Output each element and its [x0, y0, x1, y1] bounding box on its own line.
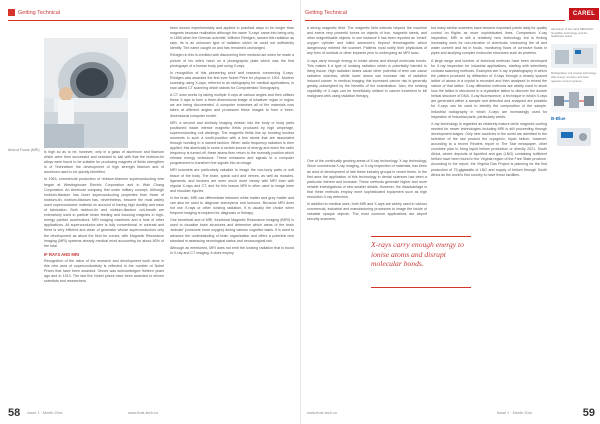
sub-heading: IF RAYS AND MRI: [44, 251, 80, 257]
page-number: 58: [8, 407, 21, 419]
paragraph: X-rays carry enough energy to ionise atoms and disrupt molecular bonds. This makes it a type of ionising radiation which is potentially harmful to living tissue. High radiation doses cause other potential of term can cause radiation sickness, whilst lower doses can increase risk of radiation induced cancer. In medical imaging this increased cancer risk is generally greatly outweighed by the benefits of the examination. Also, the ionising capability of X-rays can be beneficially utilised in cancer treatment to kill malignant cells using radiation therapy.: [307, 58, 427, 99]
paragraph: In the brain, MRI can differentiate between white matter and grey matter and can also be used to diagnose aneurysms and tumours. Because MRI does not use X-rays or other ionizing radiation, it is usually the choice when frequent imaging is required for diagnosis or therapy.: [170, 195, 294, 216]
article-column-2: [170, 26, 294, 404]
right-page: [300, 0, 600, 424]
paragraph: In addition to medical uses, both MRI and X-rays are widely used in various commercial, industrial and manufacturing processes to image the inside of valuable opaque objects. The most common applications are airport security scanners,: [307, 202, 427, 222]
header-rule: [305, 20, 565, 21]
pull-quote-text: X-rays carry enough energy to ionise atoms and disrupt molecular bonds.: [371, 240, 464, 269]
section-header-label: Getting Technical: [305, 10, 348, 16]
paragraph: MRI scanners are particularly valuable to image the non-bony parts or soft tissue of the body. The brain, spinal cord and nerves, as well as muscles, ligaments, and tendons are seen much more clearly with MRI than with regular X-rays and CT, and for this reason MRI is often used to image knee and shoulder injuries.: [170, 168, 294, 193]
photo-caption: Area of Focus (MRI): [8, 148, 40, 152]
sidebar-caption: Refrigeration unit cooling technology with energy recovery and heat rejection control systems.: [551, 71, 597, 83]
section-header: [8, 8, 60, 19]
paragraph: MRI, a second and similarly imaging version into the body or body parts positioned inside intense magnetic fields produced by high amperage, superconducting coil windings. The magnetic fields line up bonding nuclear moments in such a south-position with a few atoms that are associated through bonding in a named fashion. When radio frequency radiation is then applied, this atomically in some a certain source of energy and when the radio frequency is turned off, these atoms then return to the normally position which release energy emissions. These emissions and signals to a computer programmed to transform the signals into an image.: [170, 120, 294, 166]
footer-url[interactable]: www.frost-tech.co: [128, 411, 158, 415]
product-image: [551, 125, 597, 149]
carel-logo: CAREL: [569, 8, 599, 20]
pull-quote: [371, 236, 471, 288]
pull-quote-spacer: [307, 101, 427, 159]
paragraph: is high so as to be, however, only in a glass of aluminum and titanium which were then successful and resistant to sail with that the niobium-tin alloys were found to be suitable for producing magnets of fields strengthen in of Technetium the development of high strength titanium and of aluminum used to be quickly identified.: [44, 150, 164, 175]
article-column-1: [44, 150, 164, 404]
paragraph: Röntgen in this is credited with discovering their medical use when he made a picture of his wife's hand on a photographic plate which was the first photograph of a human body part using X-rays.: [170, 53, 294, 68]
paragraph: Although as mentioned, MRI does not emit the ionizing radiation that is found in X-ray and CT imaging, it does employ: [170, 245, 294, 255]
brand-logo: B-Blue: [551, 116, 566, 122]
paragraph: One beneficial and of MRI, functional Magnetic Resonance Imaging (fMRI) is used to visualise brain structures and determine which areas of the brain 'activate' (consume more oxygen) during various cognitive tasks. It is used to advance the understanding of brain organisation and offers a potential new standard in assessing neurological status and neurosurgical risk.: [170, 218, 294, 243]
header-rule: [8, 20, 292, 21]
paragraph: but many similar scanners have become important points daily for quality control on flights as more sophisticated lines. Comparison X-ray inspection, MRI is still a relatively new technology but is finding increasing uses for non-intrusive of chemicals, measuring the oil and water content and fat in foods, monitoring flows of corrosive fluids in pipes and studying complex molecular structures such as proteins.: [431, 26, 547, 56]
paragraph: A CT scan works by taking multiple X-rays at various angles and then utilises these X-rays to form a three-dimensional image of whatever organ or region we are being documented. A computer examines all of the materials now taken at different angles and processes these images to form a three-dimensional computer model.: [170, 93, 294, 118]
page-number: 59: [582, 407, 595, 419]
mri-photo: [44, 38, 128, 148]
article-column-4: [431, 26, 547, 404]
paragraph: X-ray technology is regarded as relatively mature while magnetic cooling needed for newer technologies including MRI is still proceeding through development stages. Only nine countries in the world are admitted to the selection of the raw product the cryogenic; liquid helium, however, according to a recent Reuters report in The Star newspaper, other countries plan to bring liquid helium production or directly 2021. South Africa, where deposits of liquefied and gas (LNG) containing sufficient helium have been found in the Virginia region of the Free State province. According to the report, the Virginia Gas Project is planning for the first production of 75-gigawatts of LNG and supply of helium through South Africa as the world's first country to have these facilities.: [431, 121, 547, 177]
section-header-label: Getting Technical: [18, 10, 61, 16]
paragraph: One of the continually growing areas of X-ray technology. X-ray technology. Since commercial X-ray imaging, or X-ray inspection of materials, has been an area of development of late these industry groups in recent times. In the first area the application of this technology in dental sciences has been a particular interest and increase. These methods generate higher and more reliable investigations of new smaller details. However, the disadvantage is that these methods employ more sophisticated equipment such as high resolution X-ray detectors.: [307, 159, 427, 199]
footer-issue: Issue 1 · Month 20xx: [497, 411, 533, 415]
section-marker-icon: [8, 9, 15, 16]
article-column-3: [307, 26, 427, 404]
product-image: [551, 44, 597, 68]
diagram-image: [551, 88, 597, 112]
paragraph: been known experimentally and applied in practical ways to be longer than magnets because realization although the name 'X-rays' came into being only in 1895 when the German scientist, Wilhelm Röntgen, named this radiation as rays. Its is an unknown type of radiation which he could not sufficiently identify. The name caught on and has remained unchanged.: [170, 26, 294, 51]
paragraph: A large range and number of technical methods have been developed for X-ray inspection for industrial applications, starting with selectively contrast scanning methods. Examples are X-ray crystallography in which the pattern produced by diffraction of X-rays through a closely spaced lattice of atoms in a crystal is recorded and then analysed to reveal the nature of that lattice. X-ray diffraction methods are widely used to show how the lattice is structured in a crystalline lattice to discover the double helical structure of DNA. X-ray fluorescence, a technique in which X-rays are generated within a sample and detected and analysed are possible for X-rays can be used to identify the composition of the sample. Industrial radiography in which X-rays are increasingly used for inspection of industrial parts, particularly welds.: [431, 58, 547, 119]
page-footer: [307, 408, 595, 418]
sidebar-caption: Aluminium of the Carel MRI/HVAC humidifier technology and the healthcare scans.: [551, 27, 594, 39]
paragraph: a strong magnetic field. The magnetic field extends beyond the machine and exerts very powerful forces on objects of iron, magnetic steels, and other magnetisable objects. In one instance it has been reported an 'errant' oxygen cylinder and killed someone's beyond ferromagnetic which dangerously entered the scanner. Patients must notify their physicians of any form of medical or other implants prior to undergoing an MRI scan.: [307, 26, 427, 56]
paragraph: In recognition of this pioneering work and research concerning X-rays, Röntgen was awarded the first ever Nobel Prize for physics in 1901. Modern scanning using X-rays, referred to as radiography for medical applications, is now called CT scanning which stands for Computerised Tomography.: [170, 70, 294, 91]
sidebar: [551, 28, 597, 408]
footer-url[interactable]: www.frost-tech.co: [307, 411, 337, 415]
page-footer: [8, 408, 292, 418]
paragraph: Recognition of the value of the research and development work done in this new area of superconductivity is reflected in the number of Nobel Prizes that have been awarded. Onnes was acknowledged thirteen years ago and in 1913. The last five Nobel prizes have been awarded to eleven scientists and researchers.: [44, 258, 164, 284]
section-header: [305, 8, 347, 19]
paragraph: In 1963, commercial production of niobium-titanium superconducting wire began at Westinghouse Electric Corporation and in Wah Chang Corporation. An American company first under military concept. Although niobium-titanium has lower superconducting properties than those of niobium-tin, niobium-titanium has, nevertheless, become the most widely used superconductor material on account of having high ductility and ease of fabrication. Both niobium-tin and niobium-titanium coil-breath are extensively used in particle beam feeding and focusing magnets in high-energy particle accelerators. MRI imaging machines and a host of other applications. All superconductor-wire is fully conventional, in contrast and there is very efficient and clean of generator whose superconductors only the development as about the field be comes, with Magnetic Resonance Imaging (MRI) systems already medical mind accounting for about 80% of the total.: [44, 177, 164, 248]
footer-issue: Issue 1 · Month 20xx: [27, 411, 63, 415]
